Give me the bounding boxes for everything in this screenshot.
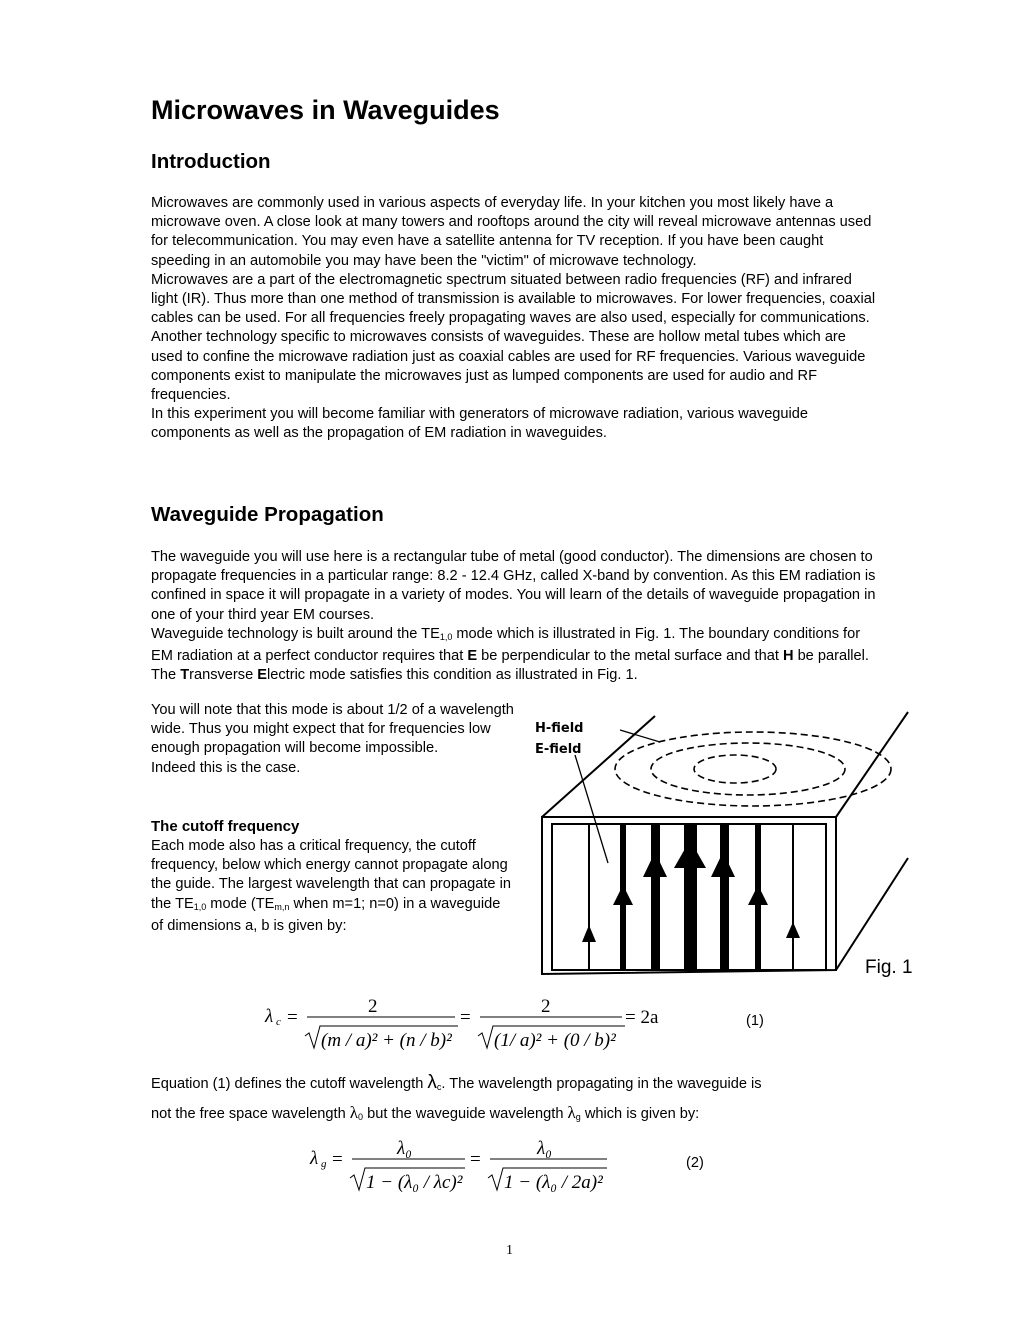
propagation-text [151,548,876,685]
svg-text:1 − (λ₀ / λc)²: 1 − (λ₀ / λc)² [366,1172,463,1193]
svg-text:λ: λ [310,1148,319,1169]
page-number: 1 [506,1243,513,1258]
svg-text:=: = [332,1149,343,1170]
svg-text:g: g [321,1158,327,1170]
svg-text:=: = [287,1007,298,1028]
intro-paragraph-3: In this experiment you will become familiar with generators of microwave radiation, various waveguide components as well as the propagation of EM radiation in waveguides. [151,406,809,442]
equation-1-number: (1) [746,1013,764,1029]
intro-text [151,194,876,444]
equation-2 [300,1132,620,1197]
intro-paragraph-1: Microwaves are commonly used in various aspects of everyday life. In your kitchen you most likely have a microwave oven. A close look at many towers and rooftops around the city will reveal microwave antennas used for telecommunication. You may even have a satellite antenna for TV reception. If you have been caught speeding in an automobile you may have been the "victim" of microwave technology. [151,195,872,269]
equation-1 [255,990,675,1055]
svg-text:2: 2 [368,996,378,1017]
svg-text:=: = [460,1007,471,1028]
svg-text:1 − (λ₀ / 2a)²: 1 − (λ₀ / 2a)² [504,1172,603,1193]
h-field-label: H-field [535,721,584,736]
e-field-lines [582,824,800,970]
mode-note-paragraph: You will note that this mode is about 1/2 of a wavelength wide. Thus you might expect that for frequencies low enough propagation will become impossible. [151,702,514,757]
equation-1-explanation: Equation (1) defines the cutoff wavelength $\lambda_c$. The wavelength propagating in the waveguide is not the free space wavelength $\lambda_0$ but the waveguide wavelength $\lambda_g$ which is given by: [151,1072,762,1122]
mode-note-conclusion: Indeed this is the case. [151,759,301,776]
svg-text:= 2a: = 2a [625,1007,659,1028]
propagation-paragraph-2: Waveguide technology is built around the $TE_{1,0}$ mode which is illustrated in Fig. 1. The boundary conditions for EM radiation at a perfect conductor requires that E be perpendicular to the metal surface and that H be parallel. The Transverse Electric mode satisfies this condition as illustrated in Fig. 1. [151,625,869,684]
heading-cutoff-frequency: The cutoff frequency [151,818,300,835]
heading-introduction: Introduction [151,150,271,173]
heading-waveguide-propagation: Waveguide Propagation [151,503,384,526]
intro-paragraph-2: Microwaves are a part of the electromagnetic spectrum situated between radio frequencies (RF) and infrared light (IR). Thus more than one method of transmission is available to microwaves. For lower frequencies, coaxial cables can be used. For all frequencies freely propagating waves are also used, especially for communications. Another technology specific to microwaves consists of waveguides. These are hollow metal tubes which are used to confine the microwave radiation just as coaxial cables are used for RF frequencies. Various waveguide components exist to manipulate the microwaves just as lumped components are used for audio and RF frequencies. [151,271,876,404]
e-field-label: E-field [535,742,582,757]
cutoff-text: Each mode also has a critical frequency, the cutoff frequency, below which energy cannot propagate along the guide. The largest wavelength that can propagate in the $TE_{1,0}$ mode ($TE_{m,n}$ when m=1; n=0) in a waveguide of dimensions a, b is given by: [151,838,511,934]
svg-text:=: = [470,1149,481,1170]
svg-text:2: 2 [541,996,551,1017]
svg-text:λ₀: λ₀ [537,1138,552,1159]
svg-text:(1/ a)² + (0 / b)²: (1/ a)² + (0 / b)² [494,1030,616,1051]
svg-text:λ: λ [265,1006,274,1027]
propagation-paragraph-1: The waveguide you will use here is a rectangular tube of metal (good conductor). The dimensions are chosen to propagate frequencies in a particular range: 8.2 - 12.4 GHz, called X-band by convention. As this EM radiation is confined in space it will propagate in a variety of modes. You will learn of the details of waveguide propagation in one of your third year EM courses. [151,549,876,623]
equation-2-number: (2) [686,1155,704,1171]
svg-text:λ₀: λ₀ [397,1138,412,1159]
svg-text:(m / a)² + (n / b)²: (m / a)² + (n / b)² [321,1030,452,1051]
figure-te10-mode [520,700,920,990]
svg-text:c: c [276,1016,281,1028]
mode-note [151,701,516,778]
figure-caption: Fig. 1 [865,957,913,978]
page-title: Microwaves in Waveguides [151,95,500,125]
